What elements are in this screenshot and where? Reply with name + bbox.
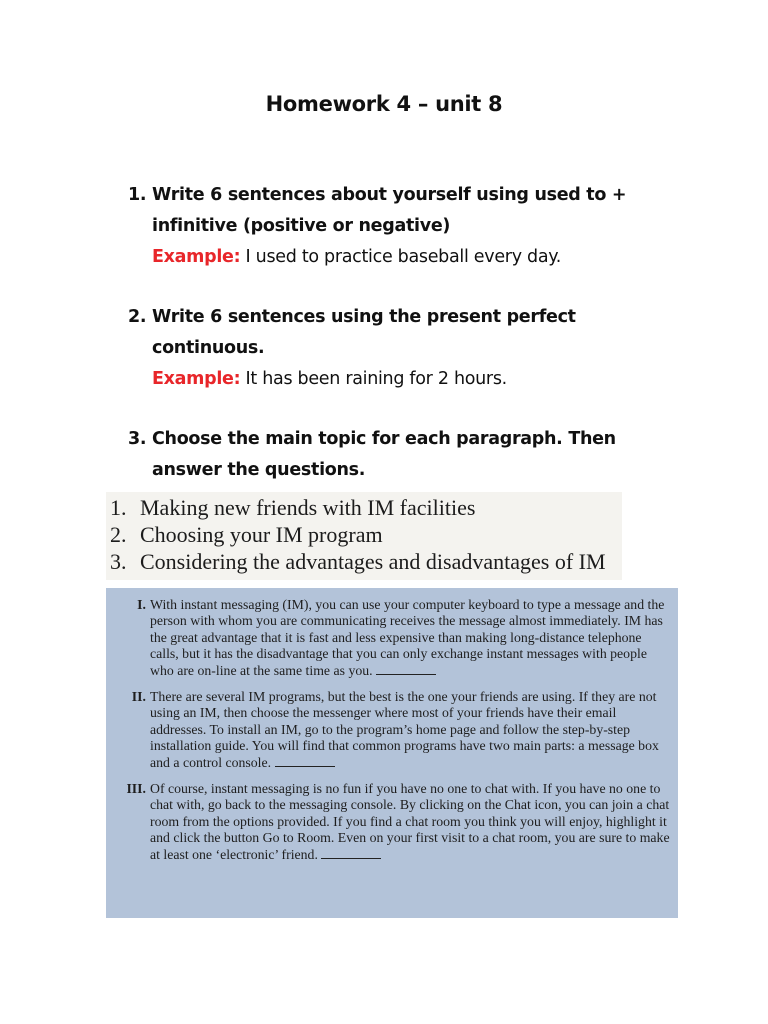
paragraph-text: There are several IM programs, but the best is the one your friends are using. If they are not using an IM, then choose the messenger where most of your friends have their email addresses. To install an IM, go to the program’s home page and follow the step-by-step installation guide. You will find that common programs have two main parts: a message box and a control console. [150, 689, 659, 770]
answer-blank [376, 664, 436, 675]
task-question-line: infinitive (positive or negative) [152, 216, 451, 236]
task-question-line: answer the questions. [152, 460, 366, 480]
paragraph-text: Of course, instant messaging is no fun if you have no one to chat with. If you have no one to chat with, go back to the messaging console. By clicking on the Chat icon, you can join a chat room from the options provided. If you find a chat room you think you will enjoy, highlight it and click the button Go to Room. Even on your first visit to a chat room, you are sure to make at least one ‘electronic’ friend. [150, 781, 670, 862]
task-number: 3. [128, 429, 147, 449]
topic-number: 3. [110, 549, 127, 574]
topic-text: Choosing your IM program [140, 522, 383, 547]
example-label: Example: [152, 247, 241, 267]
task-1 [128, 180, 648, 273]
topic-text: Making new friends with IM facilities [140, 495, 476, 520]
topic-item [106, 494, 622, 521]
task-question-line: Write 6 sentences using the present perfect [152, 307, 576, 327]
page-title: Homework 4 – unit 8 [265, 92, 503, 116]
example-text: I used to practice baseball every day. [240, 247, 562, 267]
paragraph-text: With instant messaging (IM), you can use your computer keyboard to type a message and the person with whom you are communicating receives the message almost immediately. IM has the great advantage that it is fast and less expensive than making long-distance telephone calls, but it has the disadvantage that you can only exchange instant messages with people who are on-line at the same time as you. [150, 597, 665, 678]
answer-blank [321, 848, 381, 859]
paragraph-numeral: III. [126, 781, 146, 797]
task-question-line: Write 6 sentences about yourself using used to + [152, 185, 627, 205]
topic-item [106, 521, 622, 548]
topic-list [106, 492, 622, 580]
paragraph-numeral: II. [131, 689, 146, 705]
topic-number: 2. [110, 522, 127, 547]
task-question-line: continuous. [152, 338, 265, 358]
topic-number: 1. [110, 495, 127, 520]
example-label: Example: [152, 369, 241, 389]
task-number: 2. [128, 307, 147, 327]
task-2 [128, 302, 648, 395]
paragraph-2 [106, 689, 678, 771]
paragraph-1 [106, 597, 678, 679]
topic-text: Considering the advantages and disadvantages of IM [140, 549, 606, 574]
task-3 [128, 424, 648, 486]
task-question-line: Choose the main topic for each paragraph. Then [152, 429, 616, 449]
task-example [152, 242, 648, 273]
task-example [152, 364, 648, 395]
example-text: It has been raining for 2 hours. [240, 369, 507, 389]
paragraph-numeral: I. [137, 597, 146, 612]
answer-blank [275, 756, 335, 767]
reading-passage [106, 588, 678, 918]
topic-item [106, 548, 622, 575]
task-number: 1. [128, 185, 147, 205]
paragraph-3 [106, 781, 678, 863]
